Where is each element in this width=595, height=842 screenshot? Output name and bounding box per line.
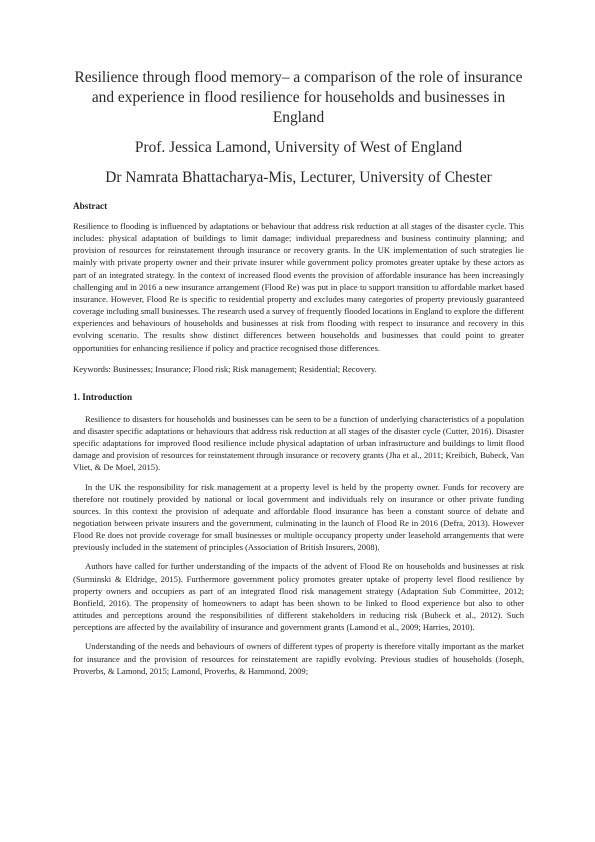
abstract-heading: Abstract bbox=[73, 201, 108, 211]
paper-title: Resilience through flood memory– a comparison of the role of insurance and experience in flood resilience for households and businesses in England bbox=[74, 69, 523, 126]
author-1: Prof. Jessica Lamond, University of West of England bbox=[134, 139, 463, 156]
intro-paragraph: Understanding of the needs and behaviours of owners of different types of property is therefore vitally important as the market for insurance and the provision of resources for reinstatement are rapidly evolving. Previous studies of households (Joseph, Proverbs, & Lamond, 2015; Lamond, Proverbs, & Hammond, 2009; bbox=[73, 641, 524, 676]
intro-paragraph: In the UK the responsibility for risk management at a property level is held by the property owner. Funds for recovery are therefore not routinely provided by national or local government and individuals rely on insurance or other private funding sources. In this context the provision of adequate and affordable flood insurance has been a constant source of debate and negotiation between private insurers and the government, culminating in the launch of Flood Re in 2016 (Defra, 2013). However Flood Re does not provide coverage for small businesses or multiple occupancy property under leasehold arrangements that were previously included in the statement of principles (Association of British Insurers, 2008). bbox=[73, 481, 524, 553]
intro-paragraph: Authors have called for further understanding of the impacts of the advent of Flood Re on households and businesses at risk (Surminski & Eldridge, 2015). Furthermore government policy promotes greater uptake of property level flood resilience by property owners and occupiers as part of an integrated flood risk management strategy (Adaptation Sub Committee, 2012; Bonfield, 2016). The propensity of homeowners to adapt has been shown to be linked to flood experience but also to other attitudes and perceptions around the responsibilities of different stakeholders in reducing risk (Bubeck et al., 2012). Such perceptions are affected by the availability of insurance and government grants (Lamond et al., 2009; Harries, 2010). bbox=[73, 561, 524, 633]
introduction-heading: 1. Introduction bbox=[73, 391, 133, 402]
abstract-text: Resilience to flooding is influenced by adaptations or behaviour that address risk reduction at all stages of the disaster cycle. This includes: physical adaptation of buildings to limit damage; individual preparedness and business continuity planning; and provision of resources for reinstatement through insurance or recovery grants. In the UK implementation of such strategies lie mainly with private property owner and their private insurer while government policy promotes greater uptake by these actors as part of an integrated strategy. In the context of increased flood events the provision of affordable insurance has been increasingly challenging and in 2016 a new insurance arrangement (Flood Re) was put in place to support transition to affordable market based insurance. However, Flood Re is specific to residential property and excludes many categories of property previously guaranteed coverage including small businesses. The research used a survey of frequently flooded locations in England to explore the different experiences and behaviours of households and businesses at risk from flooding with respect to insurance and recovery in this evolving scenario. The results show distinct differences between households and businesses that could point to greater opportunities for enhancing resilience if policy and practice recognised those differences. bbox=[73, 221, 524, 353]
intro-paragraph: Resilience to disasters for households and businesses can be seen to be a function of underlying characteristics of a population and disaster specific adaptations or behaviours that address risk reduction at all stages of the disaster cycle (Cutter, 2016). Disaster specific adaptations for improved flood resilience include physical adaptation of urban infrastructure and buildings to limit flood damage and provision of resources for reinstatement through insurance or recovery grants (Jha et al., 2011; Kreibich, Bubeck, Van Vliet, & De Moel, 2015). bbox=[73, 413, 524, 473]
keywords: Keywords: Businesses; Insurance; Flood risk; Risk management; Residential; Recovery. bbox=[73, 363, 377, 374]
author-2: Dr Namrata Bhattacharya-Mis, Lecturer, University of Chester bbox=[105, 169, 492, 186]
